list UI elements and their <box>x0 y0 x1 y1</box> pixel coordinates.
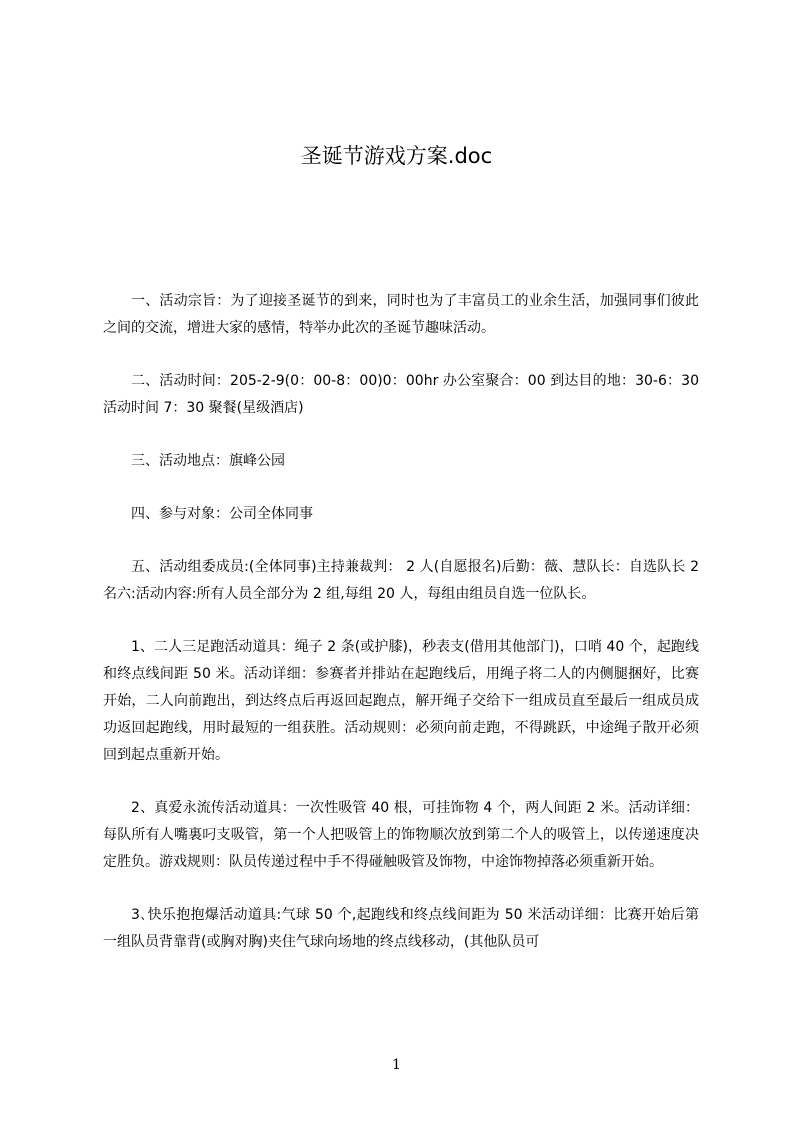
paragraph-game-3: 3､快乐抱抱爆活动道具:气球 50 个,起跑线和终点线间距为 50 米活动详细：比赛开始后第一组队员背靠背(或胸对胸)夹住气球向场地的终点线移动，(其他队员可 <box>103 907 699 950</box>
paragraph-time: 二、活动时间：205-2-9(0：00-8：00)0：00hr 办公室聚合：00 到达目的地：30-6：30 活动时间 7：30 聚餐(星级酒店) <box>103 373 699 416</box>
paragraph-participants: 四、参与对象：公司全体同事 <box>131 506 313 522</box>
paragraph-committee: 五、活动组委成员:(全体同事)主持兼裁判： 2 人(自愿报名)后勤：薇、慧队长：自选队长 2 名六:活动内容:所有人员全部分为 2 组,每组 20 人，每组由组员自选一位队长。 <box>103 559 699 602</box>
paragraph-location: 三、活动地点：旗峰公园 <box>131 453 285 469</box>
page-number: 1 <box>392 1057 401 1073</box>
paragraph-game-1: 1、二人三足跑活动道具：绳子 2 条(或护膝)，秒表支(借用其他部门)，口哨 40 个，起跑线和终点线间距 50 米。活动详细：参赛者并排站在起跑线后，用绳子将二人的内侧腿捆好，比赛开始，二人向前跑出，到达终点后再返回起跑点，解开绳子交给下一组成员直至最后一组成员成功返回起跑线，用时最短的一组获胜。活动规则：必须向前走跑，不得跳跃，中途绳子散开必须回到起点重新开始。 <box>103 639 699 763</box>
document-body <box>103 288 699 982</box>
document-title: 圣诞节游戏方案.doc <box>300 144 493 168</box>
paragraph-purpose: 一、活动宗旨：为了迎接圣诞节的到来，同时也为了丰富员工的业余生活，加强同事们彼此之间的交流，增进大家的感情，特举办此次的圣诞节趣味活动。 <box>103 293 699 336</box>
paragraph-game-2: 2、真爱永流传活动道具：一次性吸管 40 根，可挂饰物 4 个，两人间距 2 米。活动详细：每队所有人嘴裏叼支吸管，第一个人把吸管上的饰物顺次放到第二个人的吸管上，以传递速度决定胜负。游戏规则：队员传递过程中手不得碰触吸管及饰物，中途饰物掉落必须重新开始。 <box>103 800 699 870</box>
